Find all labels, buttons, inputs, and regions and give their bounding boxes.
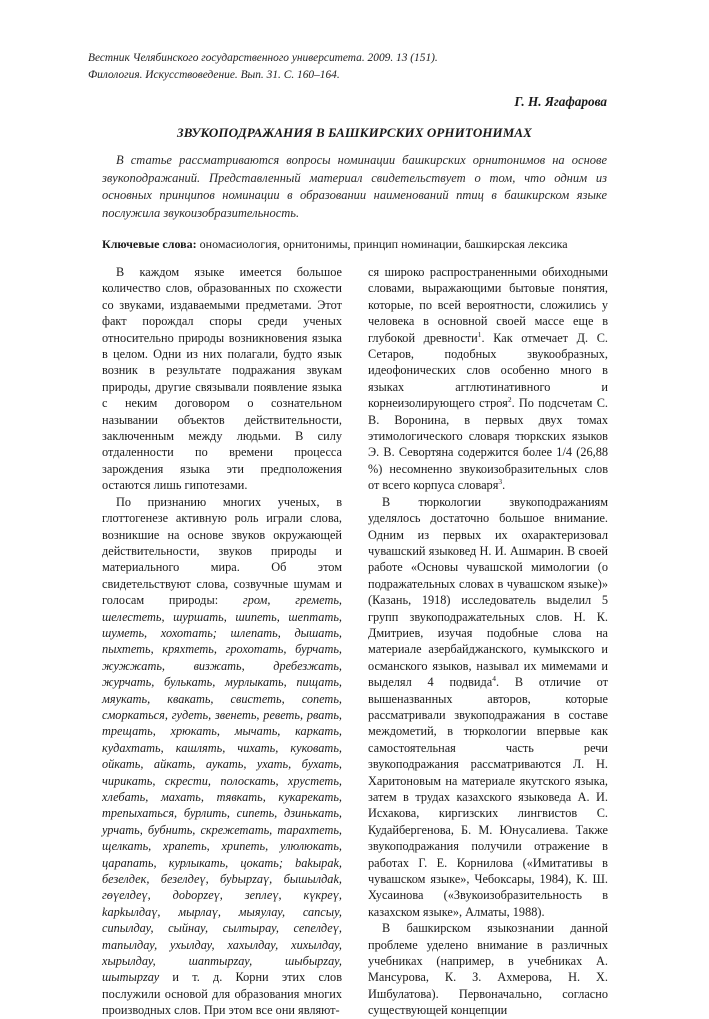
right-paragraph-2-text-a: В тюркологии звукоподражаниям уделялось достаточно большое внимание. Одним из первых их охарактеризовал чувашский языковед Н. И. Ашмарин. В своей работе «Основы чувашской мимологии (о подражательных словах в чувашском языке)» (Казань, 1918) исследователь выделил 5 групп звукоподражательных слов. Н. К. Дмитриев, изучая подобные слова на материале азербайджанского, кумыкского и османского языков, называл их мимемами и выделял 4 подвида [368, 494, 608, 690]
footnote-ref-4[interactable]: 4 [492, 674, 496, 684]
keywords-text: ономасиология, орнитонимы, принцип номинации, башкирская лексика [196, 237, 568, 251]
right-paragraph-1-text-c: . По подсчетам С. В. Воронина, в первых двух томах этимологического словаря тюркских языков Э. В. Севортяна содержится более 1/4 (26,88 %) несомненно звукоизобразительных слов от всего корпуса словаря [368, 396, 608, 493]
right-paragraph-1-text-d: . [502, 478, 506, 493]
right-paragraph-2 [368, 494, 608, 921]
keywords [102, 236, 622, 252]
journal-citation-line-1: Вестник Челябинского государственного университета. 2009. 13 (151). [88, 52, 438, 64]
left-paragraph-2 [102, 494, 342, 1019]
onomatopoeia-examples: гром, греметь, шелестеть, шуршать, шипеть, шептать, шуметь, хохотать; шлепать, дышать, пыхтеть, кряхтеть, грохотать, бурчать, жужжать, визжать, дребезжать, журчать, булькать, мурлыкать, пищать, мяукать, квакать, свистеть, сопеть, сморкаться, гудеть, звенеть, реветь, рвать, трещать, хрюкать, мычать, каркать, кудахтать, кашлять, чихать, куковать, ойкать, айкать, аукать, ухать, бухать, чирикать, скрести, полоскать, хрустеть, хлебать, махать, тявкать, кукарекать, трепыхаться, бурлить, сипеть, дзинькать, урчать, бубнить, скрежетать, тарахтеть, щелкать, храпеть, хрипеть, улюлюкать, царапать, курлыкать, цокать; bаkыраk, безелдек, безелдеү, буbырzаү, бышылдаk, гөүелдеү, доbорzеү, зеплеү, күкреү, kарkылдаү, мырлаү, мыяулау, сапсыу, сипылдау, сыйнау, сылтырау, сепелдеү, тапылдау, ухылдау, хахылдау, хихылдау, хырылдау, шаптырzау, шыбырzау, шытырzау [102, 593, 342, 985]
right-paragraph-1 [368, 264, 608, 494]
right-paragraph-1-text-b: . Как отмечает Д. С. Сетаров, подобных звукообразных, идеофонических слов особенно много в языках агглютинативного и корнеизолирующего строя [368, 330, 609, 411]
keywords-label: Ключевые слова: [102, 237, 197, 251]
left-paragraph-2-start: По признанию многих ученых, в глоттогенезе активную роль играли слова, возникшие на основе звуков окружающей действительности, звуков природы и материального мира. Об этом свидетельствуют слова, созвучные шумам и голосам природы: [102, 494, 342, 608]
footnote-ref-3[interactable]: 3 [498, 477, 503, 487]
article-title: ЗВУКОПОДРАЖАНИЯ В БАШКИРСКИХ ОРНИТОНИМАХ [177, 125, 532, 140]
journal-citation-line-2: Филология. Искусствоведение. Вып. 31. С. 160–164. [88, 69, 340, 81]
right-paragraph-1-text-a: ся широко распространенными обиходными словами, выражающими бытовые понятия, которые, по всей вероятности, сложились у человека в основной своей массе еще в глубокой древности [368, 265, 608, 345]
journal-header [88, 50, 628, 84]
left-column [102, 264, 342, 1019]
right-column [368, 264, 608, 1019]
author-name: Г. Н. Ягафарова [514, 94, 607, 109]
right-paragraph-3: В башкирском языкознании данной проблеме уделено внимание в различных учебниках (например, в учебниках А. Мансурова, К. З. Ахмерова, Н. Х. Ишбулатова). Первоначально, согласно существующей концепции [368, 921, 608, 1018]
left-paragraph-1: В каждом языке имеется большое количество слов, образованных по схожести со звуками, издаваемыми предметами. Этот факт порождал споры среди ученых относительно природы возникновения языка в целом. Одни из них полагали, будто язык возник в результате подражания звукам природы, другие связывали появление языка с неким договором о сознательном назывании объектов действительности, заключенным между людьми. В силу отдаленности по времени процесса зарождения языка эти предположения остаются лишь гипотезами. [102, 265, 342, 493]
right-paragraph-2-text-b: . В отличие от вышеназванных авторов, которые рассматривали звукоподражания в составе междометий, в тюркологии впервые как самостоятельная часть речи звукоподражания рассматриваются Л. Н. Харитоновым на материале якутского языка, затем в трудах казахского языковеда А. И. Исхакова, киргизских лингвистов С. Кудайбергенова, Б. М. Юнусалиева. Также звукоподражания получили отражение в работах Г. Е. Корнилова («Имитативы в чувашском языке», Чебоксары, 1984), К. Ш. Хусаинова («Звукоизобразительность в казахском языке», Алматы, 1988). [368, 675, 608, 919]
footnote-ref-1[interactable]: 1 [477, 329, 482, 339]
left-paragraph-2-end: и т. д. Корни этих слов послужили основой для образования многих производных слов. При этом все они являют- [102, 970, 342, 1018]
footnote-ref-2[interactable]: 2 [507, 395, 512, 405]
abstract: В статье рассматриваются вопросы номинации башкирских орнитонимов на основе звукоподражаний. Представленный материал свидетельствует о том, что одним из основных принципов номинации в образовании наименований птиц в башкирском языке послужила звукоизобразительность. [102, 153, 607, 220]
